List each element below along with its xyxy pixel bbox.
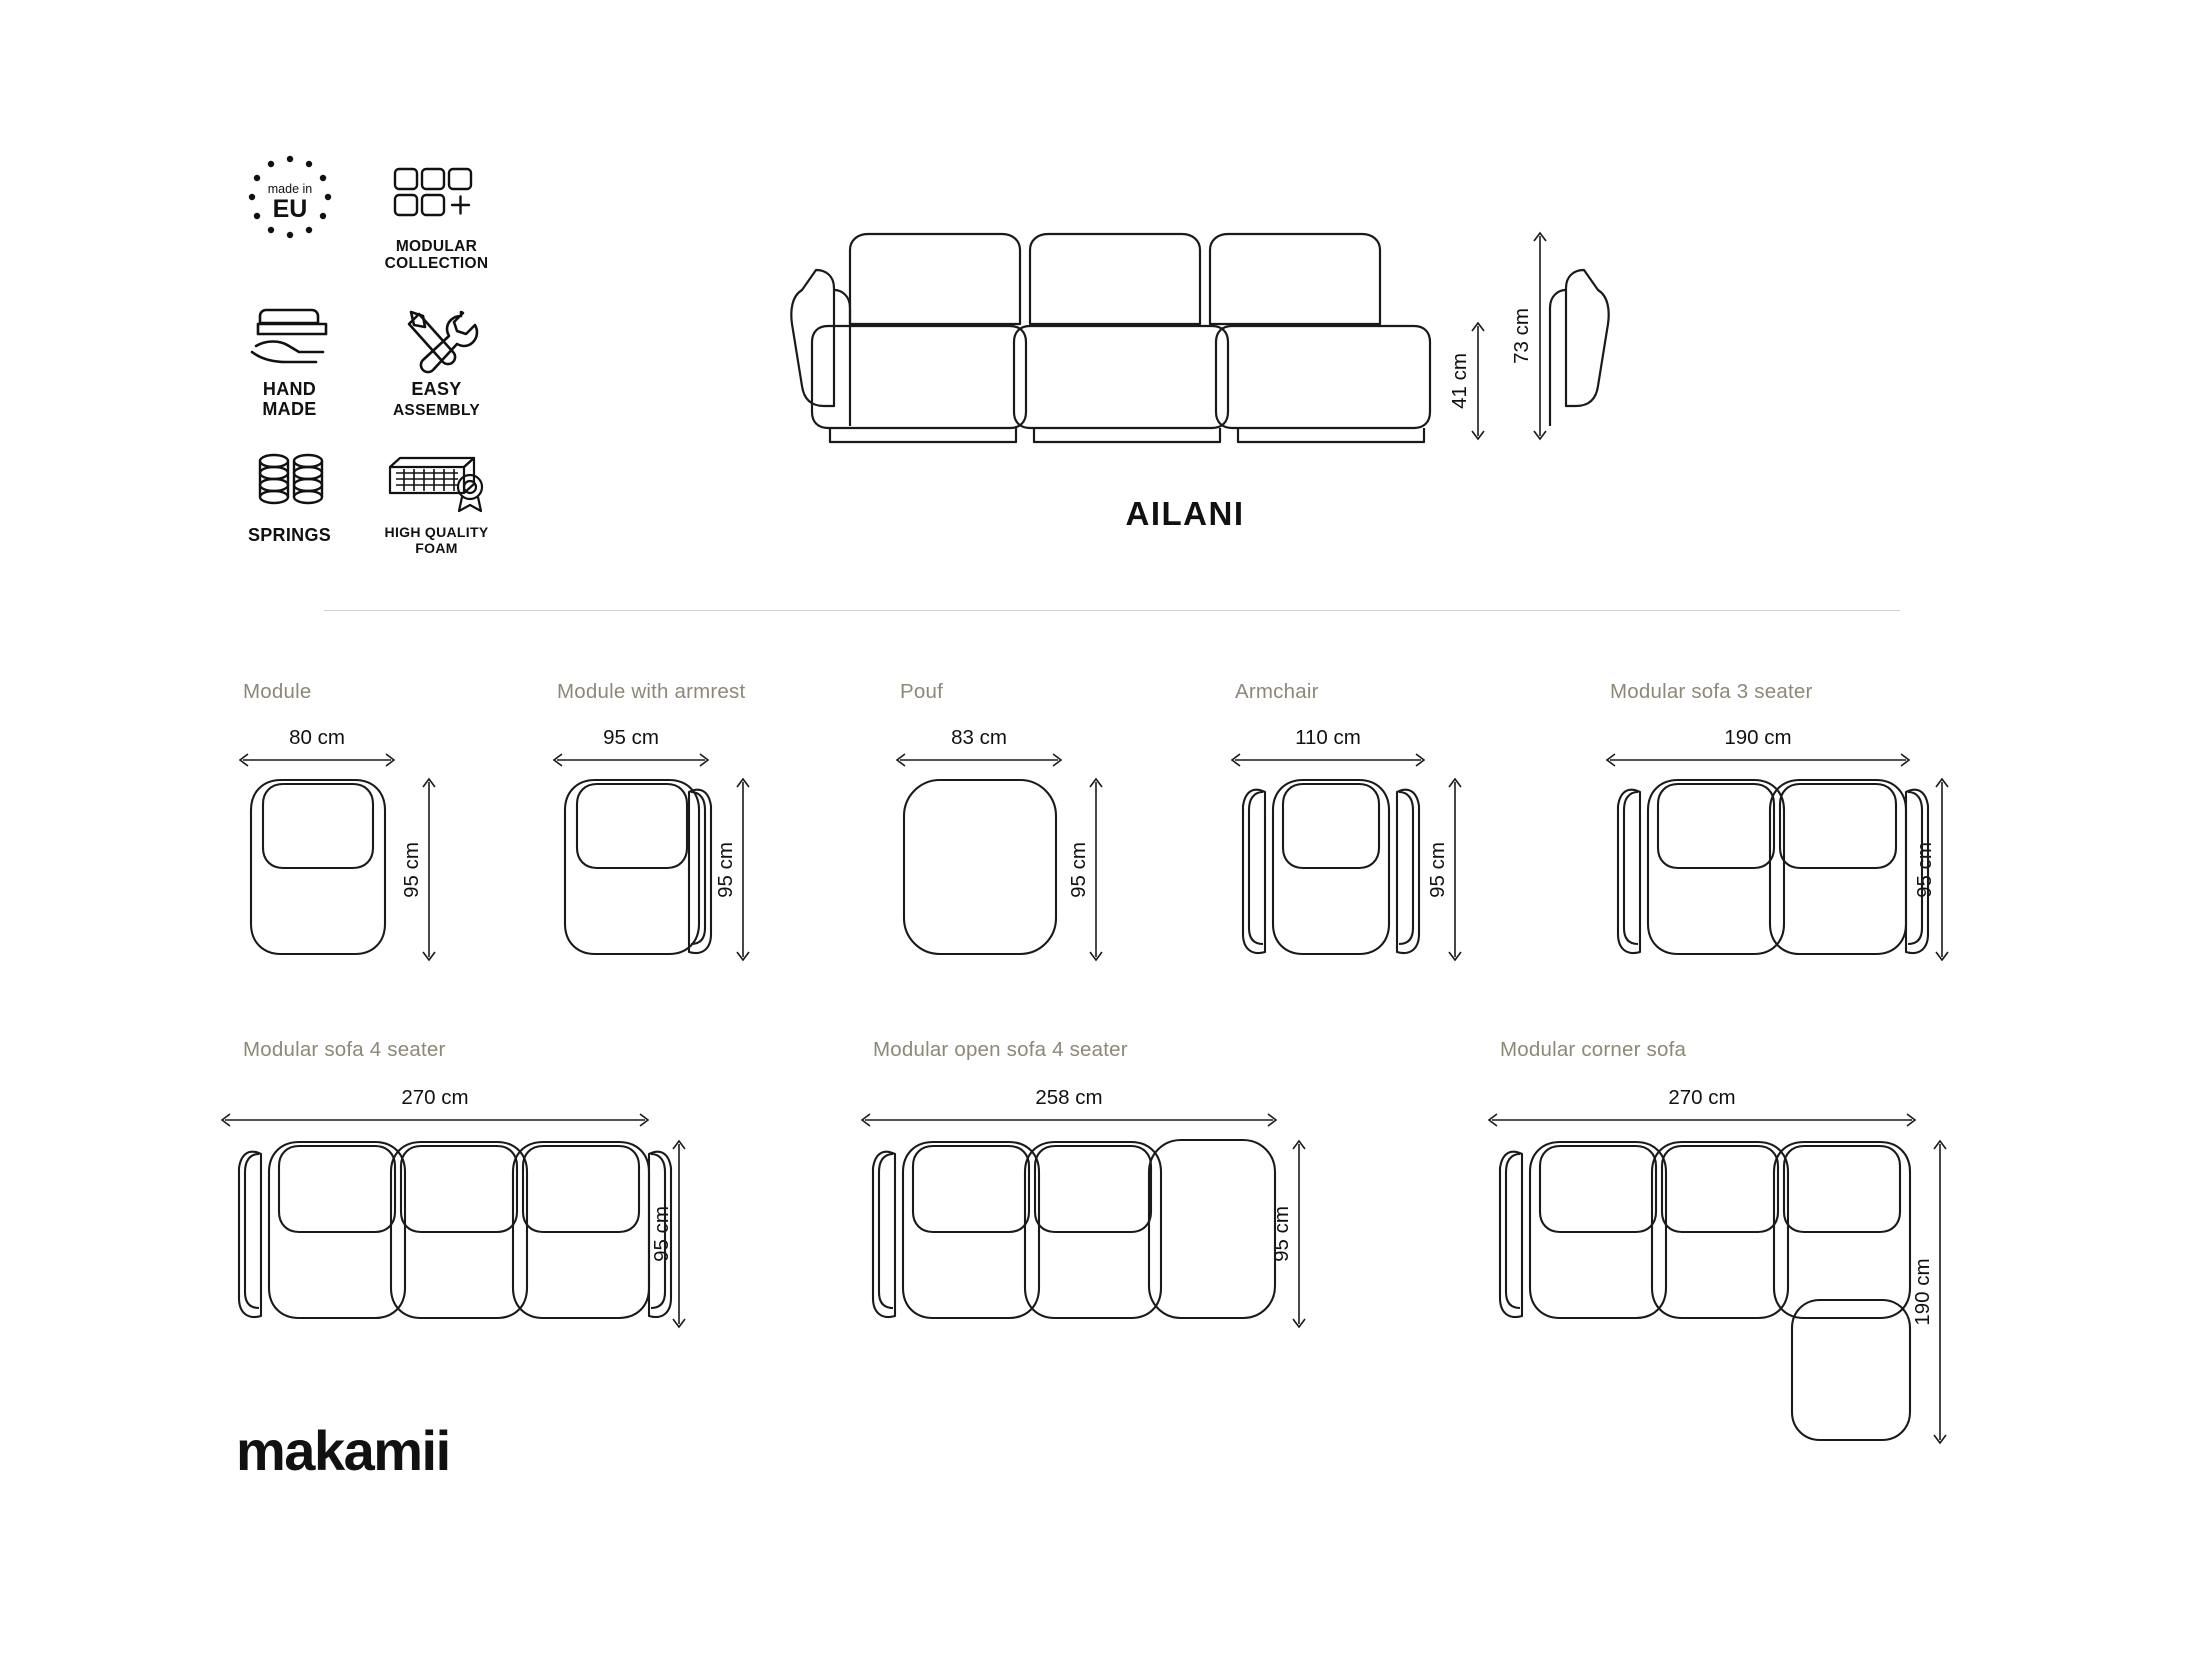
easy-assembly-icon xyxy=(389,299,485,377)
item-art-pouf xyxy=(900,704,1150,954)
product-name: AILANI xyxy=(1125,495,1245,532)
corner-sofa-height-label: 190 cm xyxy=(1911,1258,1934,1326)
badge-label-springs: SPRINGS xyxy=(247,525,332,546)
hero-seat-height-label: 41 cm xyxy=(1448,353,1471,409)
badge-modular-collection xyxy=(375,158,498,273)
badge-row-2 xyxy=(228,299,498,420)
sofa3-height-label: 95 cm xyxy=(1913,842,1936,898)
badge-high-quality-foam xyxy=(375,445,498,556)
high-quality-foam-icon xyxy=(382,445,492,523)
badge-springs xyxy=(228,445,351,556)
hero-total-height-label: 73 cm xyxy=(1510,308,1533,364)
item-art-modular-corner-sofa xyxy=(1500,1062,1970,1452)
badge-handmade-line2: MADE xyxy=(262,398,317,419)
item-art-modular-sofa-4 xyxy=(243,1062,693,1322)
badge-label-handmade xyxy=(262,379,316,419)
item-pouf xyxy=(900,680,1150,954)
item-title-module: Module xyxy=(243,680,312,703)
section-divider xyxy=(324,610,1900,611)
item-art-module-armrest xyxy=(557,704,817,954)
badge-made-in-eu xyxy=(228,158,351,273)
item-title-armchair: Armchair xyxy=(1235,680,1319,703)
badge-hand-made xyxy=(228,299,351,420)
sofa4-height-label: 95 cm xyxy=(650,1206,673,1262)
item-module-armrest xyxy=(557,680,817,954)
module-width-label: 80 cm xyxy=(289,726,345,749)
badge-label-modular xyxy=(385,238,489,273)
open-sofa4-width-label: 258 cm xyxy=(1035,1086,1103,1109)
badge-easy-assembly xyxy=(375,299,498,420)
armchair-width-label: 110 cm xyxy=(1295,726,1361,749)
item-art-module xyxy=(243,704,493,954)
badge-foam-line2: FOAM xyxy=(415,539,458,556)
item-title-modular-sofa-4: Modular sofa 4 seater xyxy=(243,1038,446,1061)
item-title-modular-sofa-3: Modular sofa 3 seater xyxy=(1610,680,1813,703)
feature-badges xyxy=(228,158,498,583)
armchair-height-label: 95 cm xyxy=(1426,842,1449,898)
item-art-armchair xyxy=(1235,704,1495,954)
item-module xyxy=(243,680,493,954)
badge-modular-line1: MODULAR xyxy=(395,238,478,255)
item-modular-open-sofa-4 xyxy=(873,1038,1323,1322)
badge-modular-line2: COLLECTION xyxy=(384,255,489,273)
module-armrest-width-label: 95 cm xyxy=(603,726,659,749)
item-armchair xyxy=(1235,680,1495,954)
open-sofa4-height-label: 95 cm xyxy=(1270,1206,1293,1262)
badge-easy-line1: EASY xyxy=(411,378,462,399)
corner-sofa-width-label: 270 cm xyxy=(1668,1086,1736,1109)
item-title-module-armrest: Module with armrest xyxy=(557,680,746,703)
pouf-width-label: 83 cm xyxy=(951,726,1007,749)
made-in-text: made in xyxy=(267,182,312,196)
badge-handmade-line1: HAND xyxy=(262,378,317,399)
badge-row-1 xyxy=(228,158,498,273)
hand-made-icon xyxy=(242,299,338,377)
sofa4-width-label: 270 cm xyxy=(401,1086,469,1109)
item-modular-corner-sofa xyxy=(1500,1038,1970,1452)
badge-row-3 xyxy=(228,445,498,556)
springs-icon xyxy=(242,445,338,523)
badge-label-foam xyxy=(385,525,489,556)
eu-text: EU xyxy=(272,195,307,223)
modular-collection-icon xyxy=(389,158,485,236)
item-modular-sofa-4 xyxy=(243,1038,693,1322)
brand-logo: makamii xyxy=(236,1419,450,1482)
badge-label-easy xyxy=(393,379,480,420)
item-art-modular-open-sofa-4 xyxy=(873,1062,1323,1322)
module-armrest-height-label: 95 cm xyxy=(714,842,737,898)
hero-sofa-drawing xyxy=(790,230,1610,530)
item-title-pouf: Pouf xyxy=(900,680,943,703)
badge-easy-line2: ASSEMBLY xyxy=(392,401,481,419)
badge-foam-line1: HIGH QUALITY xyxy=(384,524,489,541)
item-modular-sofa-3 xyxy=(1610,680,1940,954)
pouf-height-label: 95 cm xyxy=(1067,842,1090,898)
sofa3-width-label: 190 cm xyxy=(1724,726,1792,749)
item-art-modular-sofa-3 xyxy=(1610,704,1940,954)
item-title-modular-corner-sofa: Modular corner sofa xyxy=(1500,1038,1687,1061)
made-in-eu-icon xyxy=(240,158,340,236)
item-title-modular-open-sofa-4: Modular open sofa 4 seater xyxy=(873,1038,1128,1061)
module-height-label: 95 cm xyxy=(400,842,423,898)
